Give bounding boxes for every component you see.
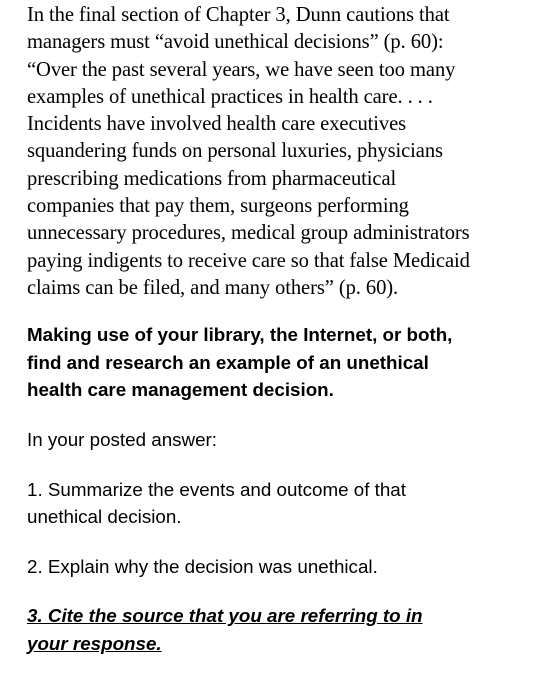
answer-intro (27, 426, 527, 454)
quote-line: companies that pay them, surgeons performing (27, 195, 409, 218)
list-item-2 (27, 553, 527, 581)
list-item-line: your response. (27, 633, 162, 655)
quote-line: unnecessary procedures, medical group administrators (27, 222, 470, 245)
list-item-1 (27, 476, 527, 531)
list-item-line: 1. Summarize the events and outcome of that (27, 478, 406, 500)
instruction-paragraph (27, 321, 527, 404)
document-page (27, 0, 527, 658)
quote-line: paying indigents to receive care so that false Medicaid (27, 249, 470, 272)
quote-line: claims can be filed, and many others” (p. 60). (27, 276, 399, 299)
quote-line: In the final section of Chapter 3, Dunn cautions that (27, 4, 450, 26)
quote-line: Incidents have involved health care executives (27, 113, 407, 136)
quote-line: managers must “avoid unethical decisions” (p. 60): (27, 31, 444, 54)
list-item-3 (27, 602, 527, 657)
quote-line: examples of unethical practices in health care. . . . (27, 85, 433, 108)
instruction-line: health care management decision. (27, 379, 334, 401)
instruction-line: Making use of your library, the Internet, or both, (27, 324, 453, 346)
quote-line: “Over the past several years, we have seen too many (27, 58, 456, 81)
list-item-line: 2. Explain why the decision was unethical. (27, 555, 378, 577)
quote-line: prescribing medications from pharmaceutical (27, 167, 397, 190)
list-item-line: 3. Cite the source that you are referring to in (27, 605, 423, 627)
quote-paragraph (27, 2, 527, 302)
answer-intro-text: In your posted answer: (27, 429, 218, 451)
instruction-line: find and research an example of an unethical (27, 351, 429, 373)
quote-line: squandering funds on personal luxuries, physicians (27, 140, 443, 163)
list-item-line: unethical decision. (27, 506, 182, 528)
